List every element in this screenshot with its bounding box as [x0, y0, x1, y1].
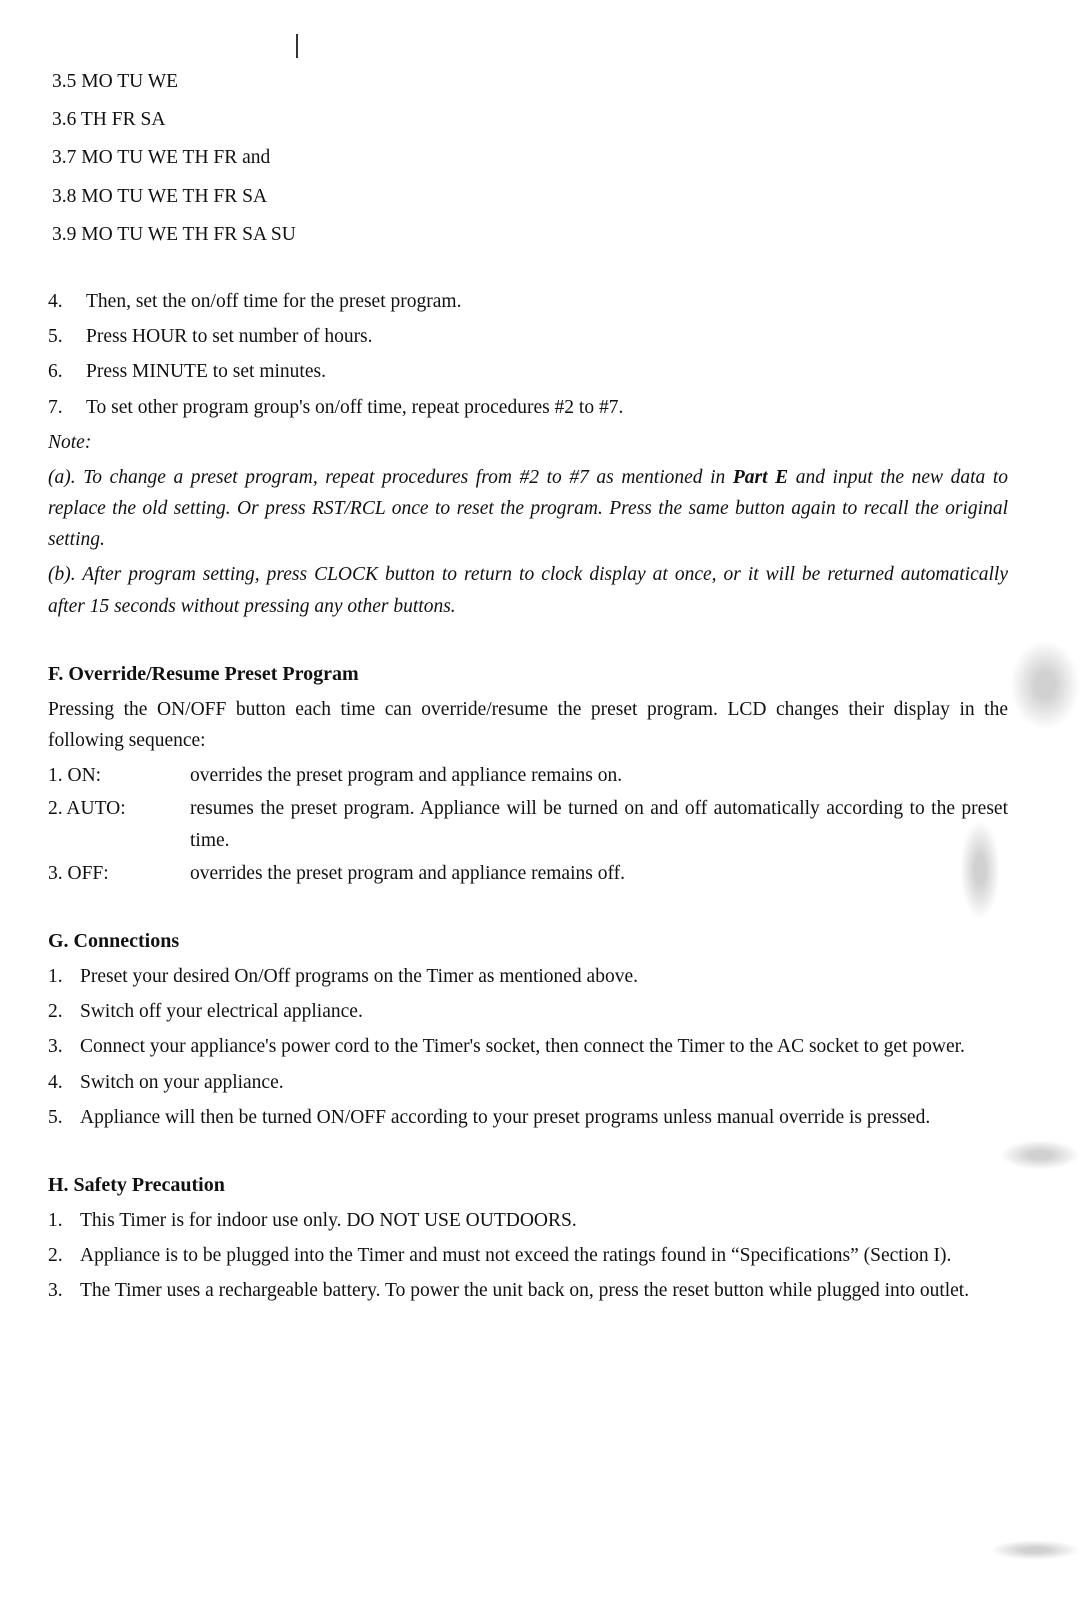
day-option: 3.9 MO TU WE TH FR SA SU [52, 223, 296, 245]
note-title: Note: [48, 431, 92, 453]
section-h-title: H. Safety Precaution [48, 1173, 225, 1196]
list-item: 3. The Timer uses a rechargeable battery. To power the unit back on, press the reset button while plugged into outlet. [48, 1280, 970, 1302]
mode-item [48, 858, 1008, 889]
day-option: 3.6 TH FR SA [52, 109, 166, 131]
step-item [48, 392, 1008, 423]
day-option: 3.8 MO TU WE TH FR SA [52, 185, 268, 207]
mode-item [48, 760, 1008, 791]
steps-list [48, 286, 1008, 423]
mode-text: overrides the preset program and appliance remains off. [190, 862, 625, 884]
list-item: 1. Preset your desired On/Off programs on the Timer as mentioned above. [48, 965, 638, 987]
list-item: 2. Switch off your electrical appliance. [48, 1001, 363, 1023]
section-g-title: G. Connections [48, 929, 180, 952]
list-item: 2. Appliance is to be plugged into the Timer and must not exceed the ratings found in “Specifications” (Section I). [48, 1245, 952, 1267]
list-item: 4. Switch on your appliance. [48, 1071, 284, 1093]
step-number: 5. [48, 326, 63, 348]
step-number: 7. [48, 396, 63, 418]
list-item: 3. Connect your appliance's power cord to the Timer's socket, then connect the Timer to the AC socket to get power. [48, 1036, 965, 1058]
section-f-intro: Pressing the ON/OFF button each time can override/resume the preset program. LCD changes their display in the following sequence: [48, 698, 1008, 751]
day-option: 3.5 MO TU WE [52, 71, 179, 92]
note-b: (b). After program setting, press CLOCK button to return to clock display at once, or it will be returned automatically after 15 seconds without pressing any other buttons. [48, 564, 1008, 617]
mode-label: 3. OFF: [48, 862, 109, 884]
mode-item [48, 793, 1008, 855]
list-item: 1. This Timer is for indoor use only. DO NOT USE OUTDOORS. [48, 1209, 577, 1231]
step-text: Then, set the on/off time for the preset program. [86, 290, 462, 312]
connections-list [48, 961, 1008, 1133]
step-number: 4. [48, 290, 63, 312]
section-f-title: F. Override/Resume Preset Program [48, 662, 359, 685]
scan-artifact [990, 1540, 1080, 1560]
day-option: 3.7 MO TU WE TH FR and [52, 147, 271, 169]
step-item [48, 286, 1008, 317]
mode-label: 1. ON: [48, 765, 102, 787]
scan-artifact [1000, 1140, 1080, 1170]
step-item [48, 321, 1008, 352]
scan-artifact [296, 34, 298, 58]
manual-page [48, 66, 1008, 1310]
safety-list [48, 1205, 1008, 1307]
step-item [48, 356, 1008, 387]
mode-label: 2. AUTO: [48, 798, 126, 820]
part-e-reference: Part E [732, 466, 789, 488]
scan-artifact [1010, 640, 1080, 730]
list-item: 5. Appliance will then be turned ON/OFF according to your preset programs unless manual override is pressed. [48, 1106, 931, 1128]
step-number: 6. [48, 361, 63, 383]
note-a: (a). To change a preset program, repeat procedures from #2 to #7 as mentioned in Part E and input the new data to replace the old setting. Or press RST/RCL once to reset the program. Press the same button again to recall the original setting. [48, 466, 1009, 551]
mode-text: overrides the preset program and appliance remains on. [190, 765, 623, 787]
step-text: Press MINUTE to set minutes. [86, 361, 326, 383]
step-text: To set other program group's on/off time, repeat procedures #2 to #7. [86, 396, 624, 418]
day-options-list [52, 66, 1008, 250]
step-text: Press HOUR to set number of hours. [86, 326, 373, 348]
mode-list [48, 760, 1008, 889]
mode-text: resumes the preset program. Appliance will be turned on and off automatically according to the preset time. [190, 798, 1008, 851]
